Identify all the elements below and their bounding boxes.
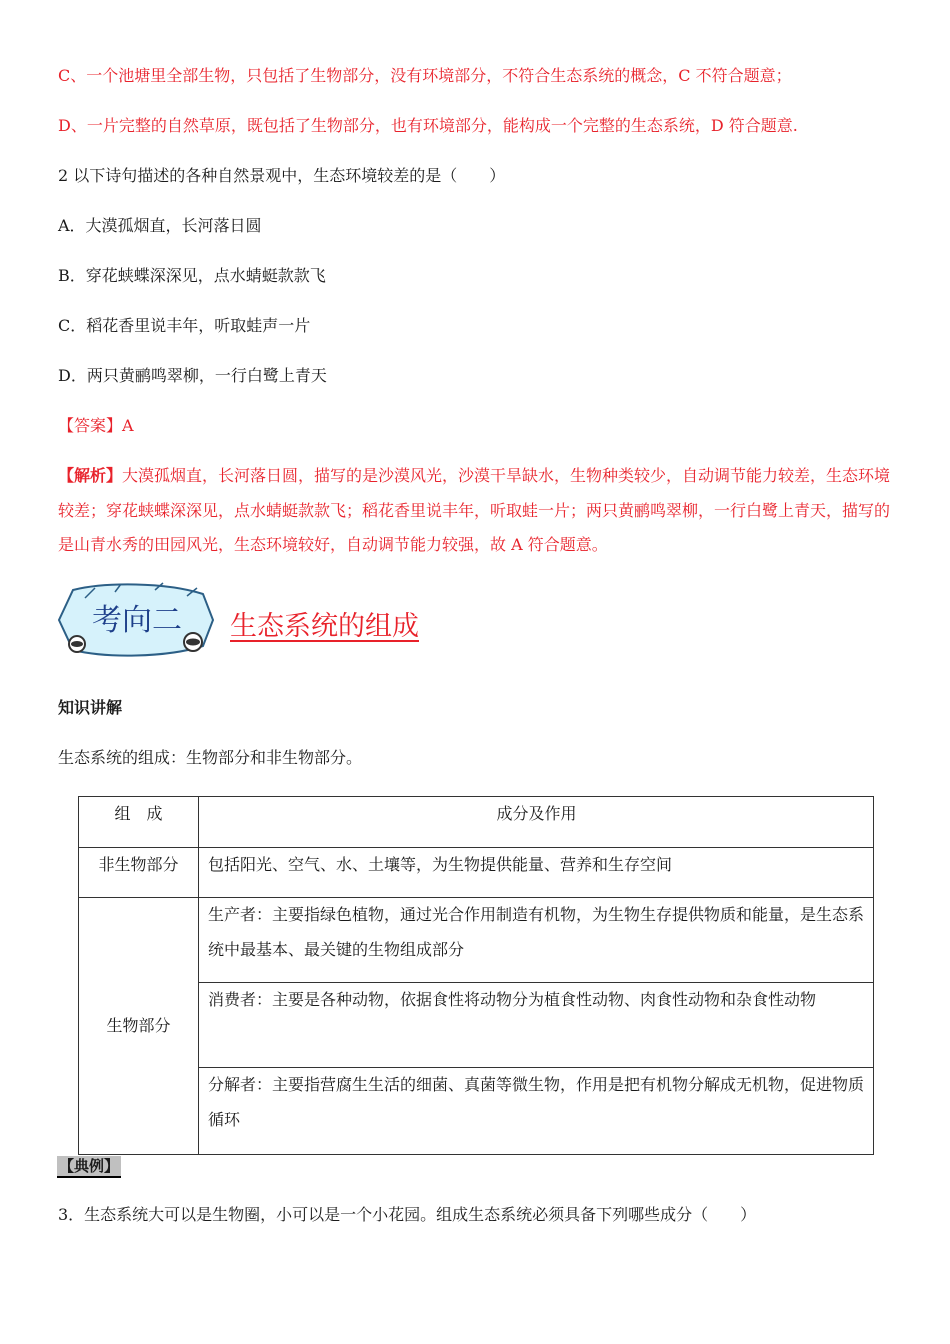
- header-col-2: 成分及作用: [199, 797, 874, 848]
- question-2-stem: 2 以下诗句描述的各种自然景观中，生态环境较差的是（ ）: [58, 166, 506, 185]
- table-row: [79, 848, 874, 898]
- example-tag: 【典例】: [57, 1156, 121, 1178]
- row-text-abiotic: 包括阳光、空气、水、土壤等，为生物提供能量、营养和生存空间: [199, 848, 874, 898]
- explanation-d: D、一片完整的自然草原，既包括了生物部分，也有环境部分，能构成一个完整的生态系统，D 符合题意.: [58, 116, 798, 135]
- row-text-consumer: 消费者：主要是各种动物，依据食性将动物分为植食性动物、肉食性动物和杂食性动物: [199, 983, 874, 1068]
- row-text-decomposer: 分解者：主要指营腐生生活的细菌、真菌等微生物，作用是把有机物分解成无机物，促进物质循环: [199, 1068, 874, 1155]
- table-row: [79, 983, 874, 1068]
- section-badge-icon: [55, 580, 215, 662]
- row-label-abiotic: 非生物部分: [79, 848, 199, 898]
- option-c: C．稻花香里说丰年，听取蛙声一片: [58, 316, 311, 335]
- analysis-text: 大漠孤烟直，长河落日圆，描写的是沙漠风光，沙漠干旱缺水，生物种类较少，自动调节能力较差，生态环境较差；穿花蛱蝶深深见，点水蜻蜓款款飞；稻花香里说丰年，听取蛙一片；两只黄鹂鸣翠柳，一行白鹭上青天，描写的是山青水秀的田园风光，生态环境较好，自动调节能力较强，故 A 符合题意。: [58, 466, 891, 554]
- composition-table: [78, 796, 874, 1155]
- answer-tag: 【答案】: [58, 416, 123, 435]
- row-text-producer: 生产者：主要指绿色植物，通过光合作用制造有机物，为生物生存提供物质和能量，是生态系统中最基本、最关键的生物组成部分: [199, 898, 874, 983]
- analysis-paragraph: [58, 459, 898, 563]
- explanation-c: C、一个池塘里全部生物，只包括了生物部分，没有环境部分，不符合生态系统的概念，C 不符合题意；: [58, 66, 792, 85]
- section-title: 生态系统的组成: [230, 611, 419, 642]
- knowledge-intro: 生态系统的组成：生物部分和非生物部分。: [58, 748, 363, 767]
- option-d: D．两只黄鹂鸣翠柳，一行白鹭上青天: [58, 366, 327, 385]
- option-b: B．穿花蛱蝶深深见，点水蜻蜓款款飞: [58, 266, 326, 285]
- knowledge-heading: 知识讲解: [58, 698, 123, 717]
- section-badge-label: 考向二: [92, 603, 182, 638]
- option-a: A．大漠孤烟直，长河落日圆: [58, 216, 262, 235]
- answer-value: A: [122, 416, 134, 435]
- answer-line: [58, 416, 134, 436]
- table-row: [79, 898, 874, 983]
- table-header-row: [79, 797, 874, 848]
- table-row: [79, 1068, 874, 1155]
- analysis-tag: 【解析】: [58, 466, 123, 485]
- row-label-biotic: 生物部分: [79, 898, 199, 1155]
- header-col-1: 组 成: [79, 797, 199, 848]
- question-3-stem: 3．生态系统大可以是生物圈，小可以是一个小花园。组成生态系统必须具备下列哪些成分（ ）: [58, 1205, 757, 1224]
